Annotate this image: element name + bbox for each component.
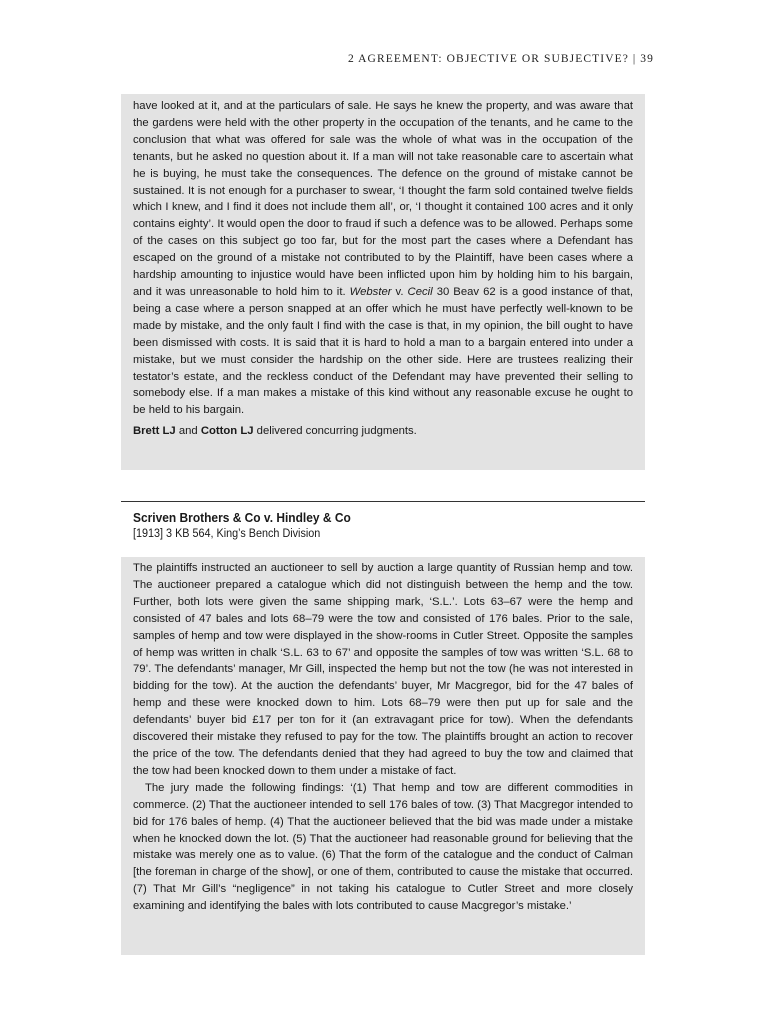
case-versus: v. <box>391 285 408 298</box>
case-name-cecil: Cecil <box>407 285 433 298</box>
jury-findings-paragraph: The jury made the following findings: ‘(1) That hemp and tow are different commodities in commerce. (2) That the auctioneer intended to sell 176 bales of tow. (3) That Macgregor intended to bid for 176 bales of hemp. (4) That the auctioneer believed that the bid was made under a mistake when he knocked down the lot. (5) That the auctioneer had reasonable ground for believing that the mistake was merely one as to value. (6) That the form of the catalogue and the conduct of Calman [the foreman in charge of the show], or one of them, contributed to cause the mistake that occurred. (7) That Mr Gill’s “negligence” in not taking his catalogue to Cutler Street and more closely examining and identifying the bales with lots contributed to cause Macgregor’s mistake.’ <box>133 781 633 913</box>
extract-box-facts <box>121 557 645 955</box>
case-name-webster: Webster <box>349 285 392 298</box>
case-citation: [1913] 3 KB 564, King’s Bench Division <box>133 528 321 540</box>
judgment-paragraph <box>133 98 633 419</box>
concurring-judgments-line <box>133 423 633 440</box>
judge-brett: Brett LJ <box>133 425 176 438</box>
judge-cotton: Cotton LJ <box>200 425 254 438</box>
judgment-text-a: have looked at it, and at the particulars of sale. He says he knew the property, and was aware that the gardens were held with the other property in the occupation of the tenants, and he came to the conclusion that what was offered for sale was the whole of what was in the occupation of the tenants, but he asked no question about it. If a man will not take reasonable care to ascertain what he is buying, he must take the consequences. The defence on the ground of mistake cannot be sustained. It is not enough for a purchaser to swear, ‘I thought the farm sold contained twelve fields which I knew, and I find it does not include them all’, or, ‘I thought it contained 100 acres and it only contains eighty’. It would open the door to fraud if such a defence was to be allowed. Perhaps some of the cases on this subject go too far, but for the most part the cases where a Defendant has escaped on the ground of a mistake not contributed to by the Plaintiff, have been cases where a hardship amounting to injustice would have been inflicted upon him by holding him to his bargain, and it was unreasonable to hold him to it. <box>133 100 633 298</box>
case-title: Scriven Brothers & Co v. Hindley & Co <box>133 510 351 525</box>
extract-box-judgment <box>121 94 645 470</box>
and-text: and <box>175 425 201 438</box>
running-head: 2 AGREEMENT: OBJECTIVE OR SUBJECTIVE? | 39 <box>347 53 654 65</box>
facts-paragraph: The plaintiffs instructed an auctioneer to sell by auction a large quantity of Russian hemp and tow. The auctioneer prepared a catalogue which did not distinguish between the hemp and the tow. Further, both lots were given the same shipping mark, ‘S.L.’. Lots 63–67 were the hemp and consisted of 47 bales and lots 68–79 were the tow and consisted of 176 bales. Prior to the sale, samples of hemp and tow were displayed in the show-rooms in Cutler Street. Opposite the samples of hemp was written in chalk ‘S.L. 63 to 67’ and opposite the samples of tow was written ‘S.L. 68 to 79’. The defendants’ manager, Mr Gill, inspected the hemp but not the tow (he was not interested in bidding for the tow). At the auction the defendants’ buyer, Mr Macgregor, bid for the 47 bales of hemp and these were knocked down to him. Lots 68–79 were then put up for sale and the defendants’ buyer bid £17 per ton for it (an extravagant price for tow). When the defendants discovered their mistake they refused to pay for the tow. The plaintiffs brought an action to recover the price of the tow. The defendants denied that they had agreed to buy the tow and claimed that the tow had been knocked down to them under a mistake of fact. <box>133 562 633 777</box>
judgment-text-b: 30 Beav 62 is a good instance of that, being a case where a person snapped at an offer which he must have perfectly well-known to be made by mistake, and the only fault I find with the case is that, in my opinion, the bill ought to have been dismissed with costs. It is said that it is hard to hold a man to a bargain entered into under a mistake, but we must consider the hardship on the other side. Here are trustees realizing their testator’s estate, and the reckless conduct of the Defendant may have prevented their selling to somebody else. If a man makes a mistake of this kind without any reasonable excuse he ought to be held to his bargain. <box>133 285 633 417</box>
concurring-text: delivered concurring judgments. <box>253 425 417 438</box>
section-divider <box>121 501 645 502</box>
